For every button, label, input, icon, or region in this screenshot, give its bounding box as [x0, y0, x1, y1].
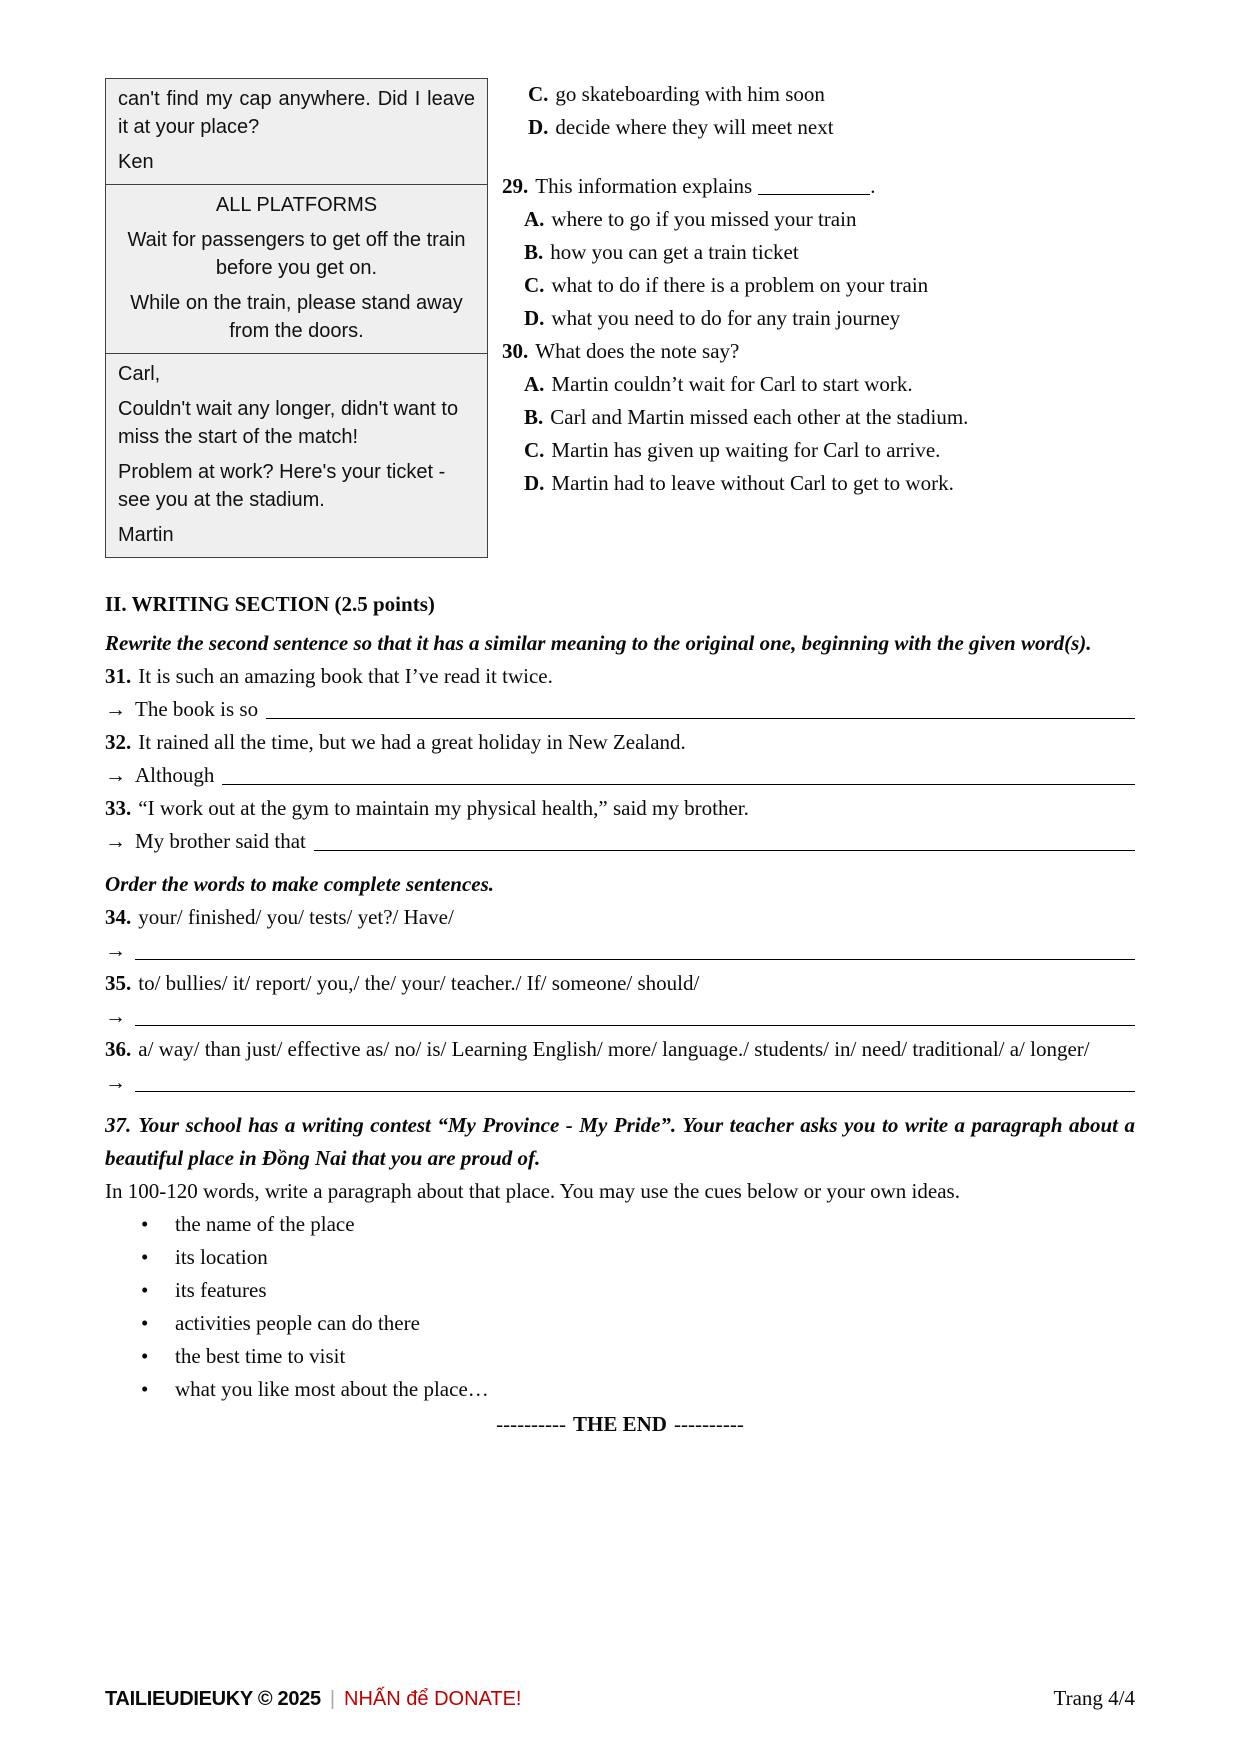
option-text: Martin has given up waiting for Carl to arrive.	[551, 438, 941, 462]
question-option	[502, 236, 1135, 269]
option-letter: C.	[524, 273, 545, 297]
answer-line	[105, 693, 1135, 726]
option-letter: D.	[528, 115, 549, 139]
answer-line	[105, 825, 1135, 858]
note-line: Problem at work? Here's your ticket - see you at the stadium.	[118, 461, 446, 511]
reading-texts-column	[105, 78, 488, 558]
item-sentence: to/ bullies/ it/ report/ you,/ the/ your/ teacher./ If/ someone/ should/	[138, 971, 700, 995]
question-number: 30.	[502, 339, 529, 363]
task-37-note: In 100-120 words, write a paragraph about that place. You may use the cues below or your own ideas.	[105, 1179, 960, 1203]
answer-line	[105, 759, 1135, 792]
question-option	[502, 467, 1135, 500]
answer-line	[105, 934, 1135, 967]
task-37	[105, 1109, 1135, 1175]
option-letter: D.	[524, 306, 545, 330]
rewrite-item-31	[105, 660, 1135, 693]
option-letter: C.	[528, 82, 549, 106]
question-option	[502, 269, 1135, 302]
platform-sign-box	[105, 184, 488, 354]
item-sentence: your/ finished/ you/ tests/ yet?/ Have/	[138, 905, 454, 929]
cue-item: • activities people can do there	[105, 1307, 1135, 1340]
message-body: can't find my cap anywhere. Did I leave it at your place?	[118, 88, 475, 138]
answer-prompt: The book is so	[135, 697, 259, 721]
item-sentence: a/ way/ than just/ effective as/ no/ is/ Learning English/ more/ language./ students/ in/ need/ traditional/ a/ longer/	[138, 1037, 1090, 1061]
item-number: 31.	[105, 664, 132, 688]
question-stem: What does the note say?	[535, 339, 740, 363]
spacer	[502, 144, 1135, 170]
task-text: Your school has a writing contest “My Province - My Pride”. Your teacher asks you to write a paragraph about a beautiful place in Đồng Nai that you are proud of.	[105, 1113, 1135, 1170]
item-sentence: It rained all the time, but we had a great holiday in New Zealand.	[138, 730, 686, 754]
item-number: 32.	[105, 730, 132, 754]
cue-item: • the name of the place	[105, 1208, 1135, 1241]
question-stem-suffix: .	[870, 174, 876, 198]
answer-line	[105, 1000, 1135, 1033]
option-letter: B.	[524, 405, 544, 429]
option-text: what you need to do for any train journey	[551, 306, 901, 330]
note-line: Carl,	[118, 363, 161, 385]
item-number: 37.	[105, 1113, 132, 1137]
the-end-dashes: ----------	[673, 1412, 744, 1436]
the-end-dashes: ----------	[496, 1412, 567, 1436]
option-letter: D.	[524, 471, 545, 495]
option-text: where to go if you missed your train	[551, 207, 857, 231]
cue-item: • its features	[105, 1274, 1135, 1307]
order-item-35	[105, 967, 1135, 1000]
arrow-icon: →	[105, 938, 126, 962]
question-option	[502, 401, 1135, 434]
order-item-36	[105, 1033, 1135, 1066]
option-letter: A.	[524, 207, 545, 231]
answer-blank	[758, 194, 870, 195]
answer-blank	[135, 1091, 1135, 1092]
order-item-34	[105, 901, 1135, 934]
questions-column	[502, 78, 1135, 500]
donate-link[interactable]: NHẤN để DONATE!	[344, 1688, 522, 1710]
page-footer	[105, 1686, 1135, 1711]
option-text: what to do if there is a problem on your train	[551, 273, 929, 297]
question-option	[502, 203, 1135, 236]
answer-blank	[314, 850, 1135, 851]
item-sentence: “I work out at the gym to maintain my physical health,” said my brother.	[138, 796, 749, 820]
question-option	[502, 78, 1135, 111]
rewrite-item-33	[105, 792, 1135, 825]
arrow-icon: →	[105, 763, 126, 787]
page-content	[105, 78, 1135, 1441]
option-text: how you can get a train ticket	[550, 240, 799, 264]
the-end-line	[105, 1408, 1135, 1441]
the-end-label: THE END	[573, 1412, 667, 1436]
answer-blank	[222, 784, 1135, 785]
order-instruction: Order the words to make complete sentences.	[105, 872, 495, 896]
item-number: 36.	[105, 1037, 132, 1061]
question-option	[502, 302, 1135, 335]
item-number: 35.	[105, 971, 132, 995]
item-number: 33.	[105, 796, 132, 820]
arrow-icon: →	[105, 1004, 126, 1028]
rewrite-instruction: Rewrite the second sentence so that it has a similar meaning to the original one, beginning with the given word(s).	[105, 631, 1092, 655]
option-text: go skateboarding with him soon	[555, 82, 825, 106]
rewrite-item-32	[105, 726, 1135, 759]
question-option	[502, 434, 1135, 467]
reading-section	[105, 78, 1135, 558]
option-text: Martin had to leave without Carl to get to work.	[551, 471, 954, 495]
arrow-icon: →	[105, 697, 126, 721]
arrow-icon: →	[105, 829, 126, 853]
sign-line: Wait for passengers to get off the train before you get on.	[127, 229, 466, 279]
footer-separator: |	[329, 1688, 336, 1710]
option-letter: C.	[524, 438, 545, 462]
question-number: 29.	[502, 174, 529, 198]
sign-line: While on the train, please stand away from the doors.	[130, 292, 463, 342]
message-signature: Ken	[118, 151, 154, 173]
item-number: 34.	[105, 905, 132, 929]
answer-blank	[135, 959, 1135, 960]
sign-title: ALL PLATFORMS	[215, 194, 378, 216]
option-text: Martin couldn’t wait for Carl to start work.	[551, 372, 913, 396]
question-option	[502, 111, 1135, 144]
option-letter: A.	[524, 372, 545, 396]
answer-line	[105, 1066, 1135, 1099]
cue-item: • its location	[105, 1241, 1135, 1274]
answer-prompt: Although	[135, 763, 215, 787]
cue-item: • the best time to visit	[105, 1340, 1135, 1373]
note-line: Couldn't wait any longer, didn't want to miss the start of the match!	[118, 398, 459, 448]
item-sentence: It is such an amazing book that I’ve read it twice.	[138, 664, 553, 688]
question-30	[502, 335, 1135, 368]
message-box-ken	[105, 78, 488, 185]
answer-blank	[135, 1025, 1135, 1026]
option-text: decide where they will meet next	[555, 115, 834, 139]
arrow-icon: →	[105, 1070, 126, 1094]
section-heading: II. WRITING SECTION (2.5 points)	[105, 592, 435, 616]
note-line: Martin	[118, 524, 174, 546]
answer-prompt: My brother said that	[135, 829, 306, 853]
answer-blank	[266, 718, 1135, 719]
writing-section	[105, 588, 1135, 1441]
brand-label: TAILIEUDIEUKY © 2025	[105, 1688, 321, 1710]
question-stem: This information explains	[535, 174, 753, 198]
cue-item: • what you like most about the place…	[105, 1373, 1135, 1406]
page-number: Trang 4/4	[1053, 1686, 1135, 1710]
option-text: Carl and Martin missed each other at the stadium.	[550, 405, 969, 429]
note-box-martin	[105, 353, 488, 558]
option-letter: B.	[524, 240, 544, 264]
question-29	[502, 170, 1135, 203]
question-option	[502, 368, 1135, 401]
